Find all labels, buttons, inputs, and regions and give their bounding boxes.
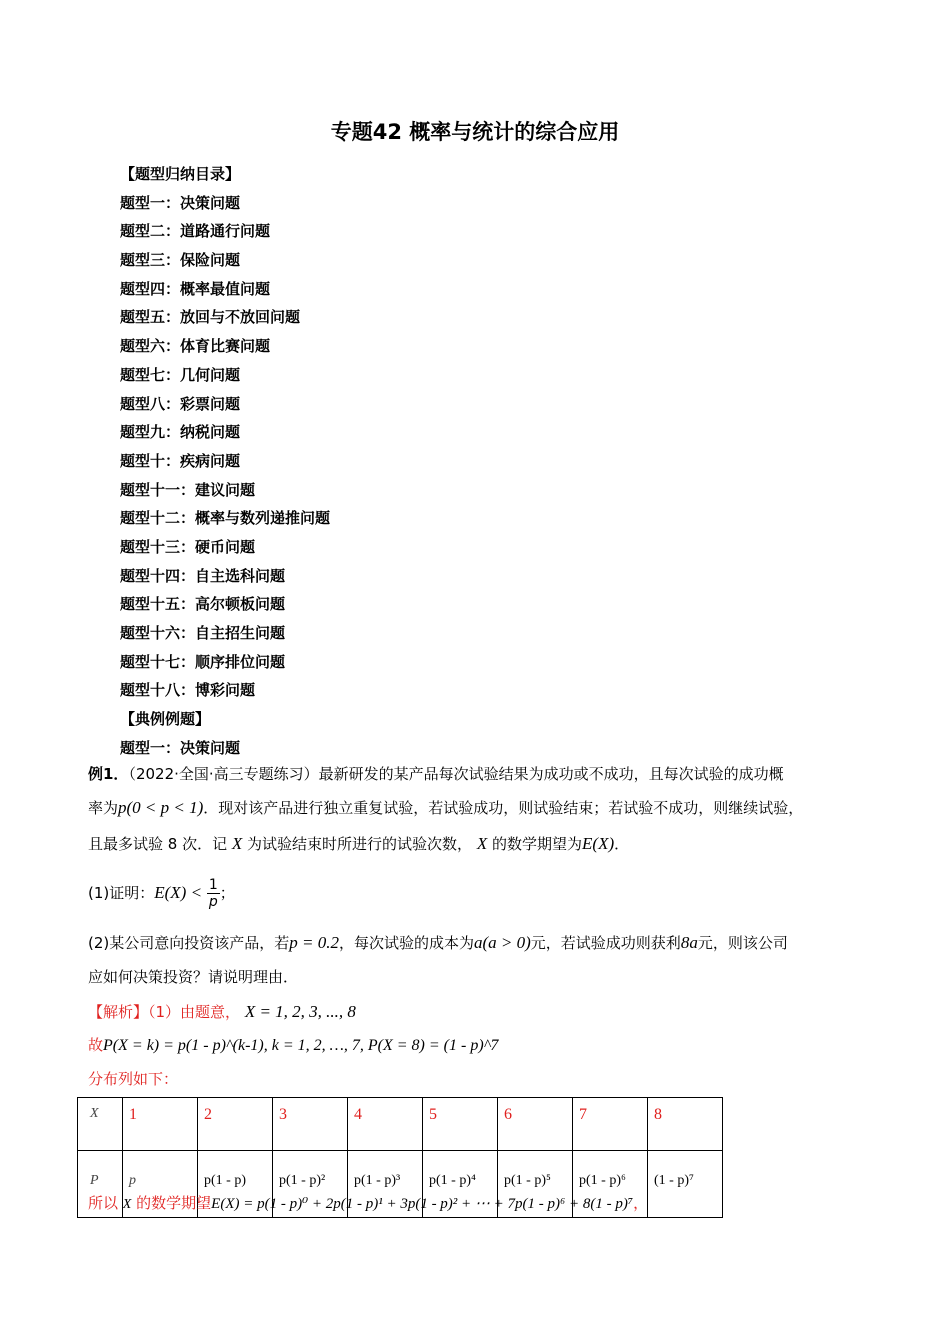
table-cell: X bbox=[78, 1098, 123, 1151]
solution-line-1 bbox=[88, 995, 878, 1029]
toc-item: 题型十二：概率与数列递推问题 bbox=[120, 509, 331, 528]
math-expression: X = 1, 2, 3, ..., 8 bbox=[244, 1002, 356, 1021]
expectation-line bbox=[88, 1186, 878, 1222]
math-expression: P(X = k) = p(1 - p)^(k-1), k = 1, 2, …, 7, P(X = 8) = (1 - p)^7 bbox=[103, 1037, 499, 1054]
solution-label: 【解析】（1）由题意， bbox=[88, 1003, 241, 1021]
toc-item: 题型十六：自主招生问题 bbox=[120, 624, 286, 642]
solution-line-2 bbox=[88, 1028, 878, 1063]
toc-heading: 【题型归纳目录】 bbox=[120, 165, 241, 183]
page-title: 专题42 概率与统计的综合应用 bbox=[330, 120, 620, 144]
math-expression: X bbox=[231, 834, 243, 853]
example-text: ．现对该产品进行独立重复试验，若试验成功，则试验结束；若试验不成功，则继续试验， bbox=[203, 799, 804, 817]
table-cell: p(1 - p)² bbox=[273, 1151, 348, 1218]
table-of-contents bbox=[120, 160, 330, 762]
table-cell: P bbox=[78, 1151, 123, 1218]
toc-item: 题型十：疾病问题 bbox=[120, 451, 241, 470]
table-cell: p(1 - p)⁴ bbox=[423, 1151, 498, 1218]
toc-item: 题型四：概率最值问题 bbox=[120, 279, 271, 298]
toc-item: 题型一：决策问题 bbox=[120, 193, 241, 212]
table-cell: 1 bbox=[123, 1098, 198, 1151]
table-row bbox=[78, 1098, 723, 1151]
question-text: 元，则该公司 bbox=[697, 934, 788, 952]
solution-text: 故 bbox=[88, 1036, 104, 1054]
table-cell: 3 bbox=[273, 1098, 348, 1151]
example-line-1 bbox=[88, 757, 878, 791]
distribution-label: 分布列如下： bbox=[88, 1070, 179, 1088]
example-label: 例1． bbox=[88, 765, 129, 783]
solution-text: ， bbox=[633, 1194, 649, 1212]
toc-item: 题型七：几何问题 bbox=[120, 365, 241, 384]
question-text: (1)证明： bbox=[88, 884, 155, 902]
table-cell: 2 bbox=[198, 1098, 273, 1151]
toc-item: 题型五：放回与不放回问题 bbox=[120, 308, 301, 327]
math-expression: E(X) < bbox=[154, 883, 203, 902]
fraction-numerator: 1 bbox=[208, 877, 218, 893]
table-cell: (1 - p)⁷ bbox=[648, 1151, 723, 1218]
section-heading: 题型一：决策问题 bbox=[120, 738, 241, 757]
table-cell: p bbox=[123, 1151, 198, 1218]
table-cell: 5 bbox=[423, 1098, 498, 1151]
example-text: （2022·全国·高三专题练习）最新研发的某产品每次试验结果为成功或不成功，且每次试验的成功概 bbox=[128, 765, 784, 783]
example-text: ． bbox=[614, 835, 630, 853]
table-cell: 8 bbox=[648, 1098, 723, 1151]
math-expression: 8a bbox=[680, 933, 698, 952]
table-cell: p(1 - p) bbox=[198, 1151, 273, 1218]
fraction bbox=[207, 877, 220, 910]
table-cell: 6 bbox=[498, 1098, 573, 1151]
example-text: 为试验结束时所进行的试验次数， bbox=[247, 835, 473, 853]
question-2 bbox=[88, 926, 878, 960]
math-expression: E(X) = p(1 - p)⁰ + 2p(1 - p)¹ + 3p(1 - p)² + ⋯ + 7p(1 - p)⁶ + 8(1 - p)⁷ bbox=[211, 1196, 634, 1212]
question-2-line-2: 应如何决策投资？请说明理由． bbox=[88, 968, 299, 986]
toc-item: 题型九：纳税问题 bbox=[120, 423, 241, 442]
question-text: 元，若试验成功则获利 bbox=[530, 934, 681, 952]
solution-text: 所以 bbox=[88, 1194, 119, 1212]
question-1 bbox=[88, 876, 878, 910]
toc-item: 题型十四：自主选科问题 bbox=[120, 566, 286, 585]
table-cell: 4 bbox=[348, 1098, 423, 1151]
toc-item: 题型十三：硬币问题 bbox=[120, 537, 256, 556]
toc-item: 题型十五：高尔顿板问题 bbox=[120, 595, 286, 614]
table-cell: p(1 - p)⁶ bbox=[573, 1151, 648, 1218]
example-line-2 bbox=[88, 791, 878, 825]
math-expression: a(a > 0) bbox=[474, 933, 531, 952]
solution-text: 的数学期望 bbox=[136, 1194, 212, 1212]
example-text: 且最多试验 8 次．记 bbox=[88, 835, 228, 853]
math-expression: X bbox=[476, 834, 488, 853]
toc-item: 题型三：保险问题 bbox=[120, 251, 241, 270]
toc-item: 题型六：体育比赛问题 bbox=[120, 337, 271, 356]
toc-item: 题型十一：建议问题 bbox=[120, 480, 256, 499]
toc-item: 题型二：道路通行问题 bbox=[120, 222, 271, 241]
math-expression: E(X) bbox=[582, 834, 615, 853]
example-text: 的数学期望为 bbox=[492, 835, 583, 853]
question-text: ，每次试验的成本为 bbox=[338, 934, 474, 952]
fraction-denominator: p bbox=[208, 894, 218, 910]
toc-item: 题型八：彩票问题 bbox=[120, 394, 241, 413]
math-expression: p = 0.2 bbox=[289, 933, 339, 952]
toc-item: 题型十八：博彩问题 bbox=[120, 681, 256, 700]
table-cell: p(1 - p)³ bbox=[348, 1151, 423, 1218]
question-text: ； bbox=[219, 884, 235, 902]
table-cell: p(1 - p)⁵ bbox=[498, 1151, 573, 1218]
examples-heading: 【典例例题】 bbox=[120, 710, 211, 729]
example-line-3 bbox=[88, 827, 878, 861]
question-text: (2)某公司意向投资该产品，若 bbox=[88, 934, 290, 952]
math-expression: X bbox=[122, 1197, 132, 1212]
math-expression: p(0 < p < 1) bbox=[118, 798, 204, 817]
toc-item: 题型十七：顺序排位问题 bbox=[120, 652, 286, 671]
example-text: 率为 bbox=[88, 799, 119, 817]
table-cell: 7 bbox=[573, 1098, 648, 1151]
